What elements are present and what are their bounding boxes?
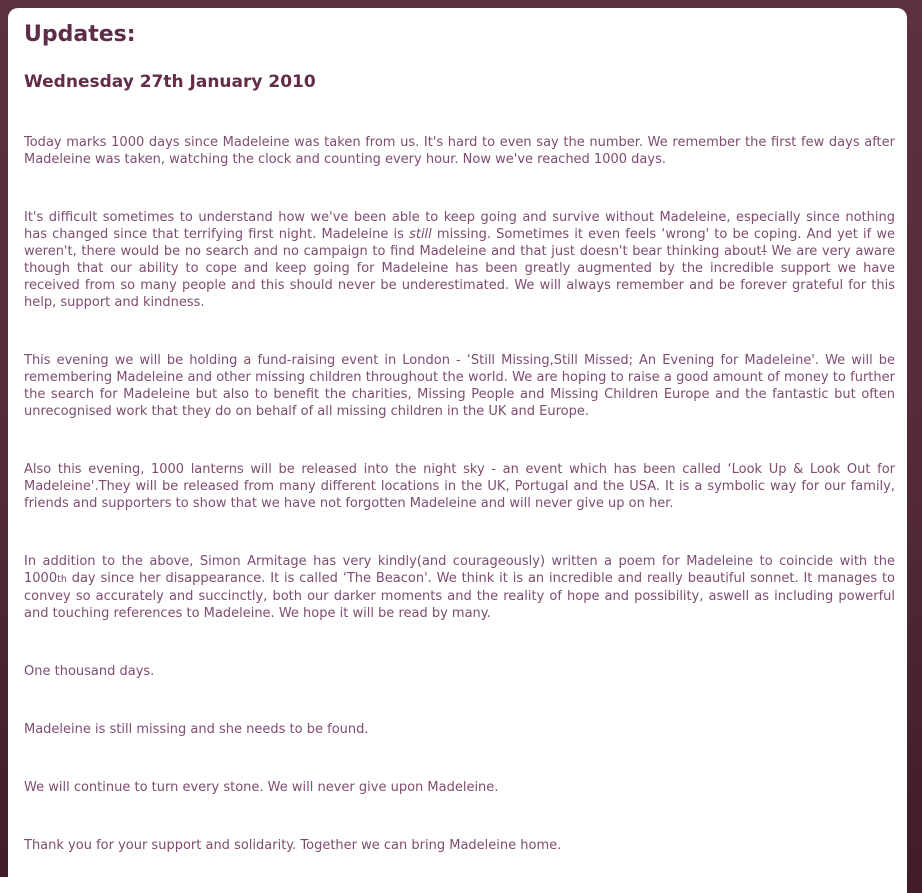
article-body [24,134,895,854]
text-run: It's difficult sometimes to understand how we've been able to keep going and survive without Madeleine, especially since nothing has changed since that terrifying first night. Madeleine is [24,210,895,242]
text-run: This evening we will be holding a fund-raising event in London - ‘Still Missing,Still Missed; An Evening for Madeleine'. We will be remembering Madeleine and other missing children throughout the world. We are hoping to raise a good amount of money to further the search for Madeleine but also to benefit the charities, Missing People and Missing Children Europe and the fantastic but often unrecognised work that they do on behalf of all missing children in the UK and Europe. [24,353,895,419]
text-run: missing. Sometimes it even feels ‘wrong' to be coping. And yet if we weren't, there would be no search and no campaign to find Madeleine and that just doesn't bear thinking about [24,227,896,259]
text-run: Thank you for your support and solidarity. Together we can bring Madeleine home. [24,838,562,853]
text-run: Madeleine is still missing and she needs to be found. [24,722,369,737]
text-run: ! [761,244,767,259]
article-paragraph [24,837,895,854]
text-run: day since her disappearance. It is called ‘The Beacon'. We think it is an incredible and really beautiful sonnet. It manages to convey so accurately and succinctly, both our darker moments and the reality of hope and possibility, aswell as including powerful and touching references to Madeleine. We hope it will be read by many. [24,571,895,621]
article-paragraph [24,663,895,680]
article-paragraph [24,134,895,168]
post-date-heading: Wednesday 27th January 2010 [24,72,316,92]
article-paragraph [24,209,895,311]
text-run: In addition to the above, Simon Armitage has very kindly(and courageously) written a poem for Madeleine to coincide with the 1000 [24,554,895,586]
article-paragraph [24,352,895,420]
page-title: Updates: [24,22,136,47]
frame-bottom-left-gap [0,877,8,893]
text-run: Also this evening, 1000 lanterns will be released into the night sky - an event which has been called ‘Look Up & Look Out for Madeleine'.They will be released from many different locations in the UK, Portugal and the USA. It is a symbolic way for our family, friends and supporters to show that we have not forgotten Madeleine and will never give up on her. [24,462,895,511]
article-paragraph [24,721,895,738]
article-paragraph [24,553,895,622]
text-run: th [57,574,67,585]
article-paragraph [24,461,895,512]
article-paragraph [24,779,895,796]
text-run: We are very aware though that our ability to cope and keep going for Madeleine has been greatly augmented by the incredible support we have received from so many people and this should never be underestimated. We will always remember and be forever grateful for this help, support and kindness. [24,244,896,310]
content-panel [8,8,907,893]
text-run: still [409,227,432,242]
text-run: Today marks 1000 days since Madeleine was taken from us. It's hard to even say the number. We remember the first few days after Madeleine was taken, watching the clock and counting every hour. Now we've reached 1000 days. [24,135,895,167]
text-run: We will continue to turn every stone. We will never give upon Madeleine. [24,780,499,795]
text-run: One thousand days. [24,664,155,679]
